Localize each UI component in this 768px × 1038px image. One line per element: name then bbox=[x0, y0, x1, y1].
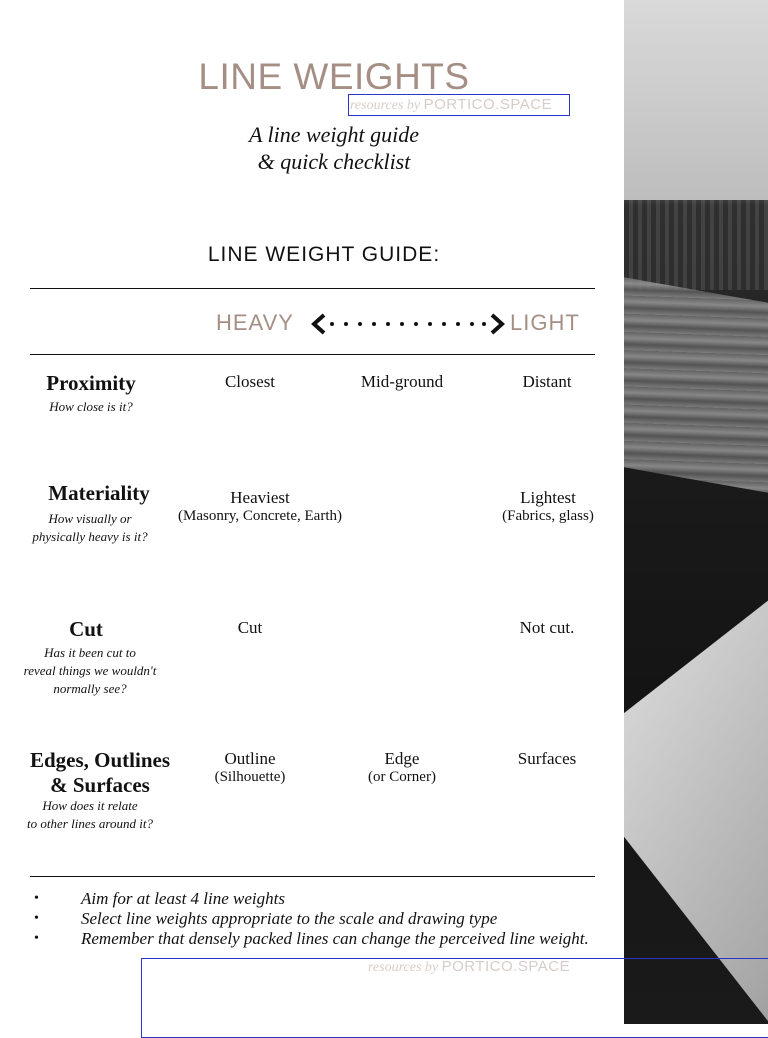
row-title-cut: Cut bbox=[69, 617, 103, 641]
credit-top[interactable] bbox=[348, 94, 570, 116]
scale-light-label: LIGHT bbox=[510, 310, 580, 335]
cell-proximity-mid: Mid-ground bbox=[360, 372, 444, 391]
divider-scale bbox=[30, 354, 595, 355]
subtitle-line-2: & quick checklist bbox=[257, 149, 411, 174]
credit-bottom[interactable] bbox=[368, 958, 570, 976]
row-title-materiality: Materiality bbox=[48, 481, 150, 505]
credit-bottom-by: resources by bbox=[368, 960, 439, 975]
cell-sub: (Silhouette) bbox=[214, 769, 286, 785]
photo-roof-tiles bbox=[624, 277, 768, 492]
credit-bottom-brand[interactable]: PORTICO.SPACE bbox=[441, 958, 571, 975]
cell-label: Heaviest bbox=[230, 488, 290, 507]
heavy-light-arrow-icon bbox=[310, 313, 506, 335]
question-line: reveal things we wouldn't bbox=[23, 663, 157, 678]
cell-label: Lightest bbox=[520, 488, 576, 507]
credit-top-by: resources by bbox=[350, 98, 421, 113]
page-title: LINE WEIGHTS bbox=[198, 56, 470, 97]
row-title-proximity: Proximity bbox=[46, 371, 136, 395]
checklist-item: • Aim for at least 4 line weights bbox=[30, 889, 610, 909]
question-line: Has it been cut to bbox=[44, 645, 136, 660]
cell-sub: (Masonry, Concrete, Earth) bbox=[178, 508, 342, 524]
divider-bottom bbox=[30, 876, 595, 877]
question-line: How does it relate bbox=[42, 798, 138, 813]
cell-sub: (or Corner) bbox=[368, 769, 436, 785]
photo-stone-slab bbox=[624, 600, 768, 1024]
row-question-cut bbox=[8, 644, 172, 698]
row-question-edges bbox=[10, 797, 170, 833]
subtitle-line-1: A line weight guide bbox=[248, 122, 420, 147]
cell-materiality-heavy bbox=[170, 488, 350, 525]
row-title-edges bbox=[10, 748, 190, 798]
guide-heading: LINE WEIGHT GUIDE: bbox=[207, 243, 441, 266]
question-line: physically heavy is it? bbox=[32, 529, 148, 544]
title-line: & Surfaces bbox=[50, 773, 150, 797]
checklist-item: • Select line weights appropriate to the scale and drawing type bbox=[30, 909, 610, 929]
checklist bbox=[30, 889, 610, 949]
cell-proximity-light: Distant bbox=[522, 372, 572, 391]
cell-proximity-heavy: Closest bbox=[224, 372, 276, 391]
row-question-proximity: How close is it? bbox=[49, 399, 133, 414]
cell-edges-heavy bbox=[175, 749, 325, 786]
cell-label: Edge bbox=[384, 749, 420, 768]
cell-cut-light: Not cut. bbox=[519, 618, 575, 637]
divider-top bbox=[30, 288, 595, 289]
scale-heavy-label: HEAVY bbox=[216, 310, 294, 335]
title-line: Edges, Outlines bbox=[29, 748, 171, 772]
cell-cut-heavy: Cut bbox=[237, 618, 263, 637]
question-line: How visually or bbox=[48, 511, 132, 526]
cell-sub: (Fabrics, glass) bbox=[502, 508, 594, 524]
question-line: to other lines around it? bbox=[27, 816, 153, 831]
question-line: normally see? bbox=[53, 681, 127, 696]
checklist-item: • Remember that densely packed lines can change the perceived line weight. bbox=[30, 929, 610, 949]
cell-label: Outline bbox=[224, 749, 276, 768]
cell-edges-mid bbox=[327, 749, 477, 786]
page-subtitle bbox=[0, 121, 668, 175]
cell-materiality-light bbox=[494, 488, 602, 525]
credit-top-brand[interactable]: PORTICO.SPACE bbox=[423, 96, 553, 113]
row-question-materiality bbox=[10, 510, 170, 546]
cell-edges-light: Surfaces bbox=[517, 749, 577, 768]
